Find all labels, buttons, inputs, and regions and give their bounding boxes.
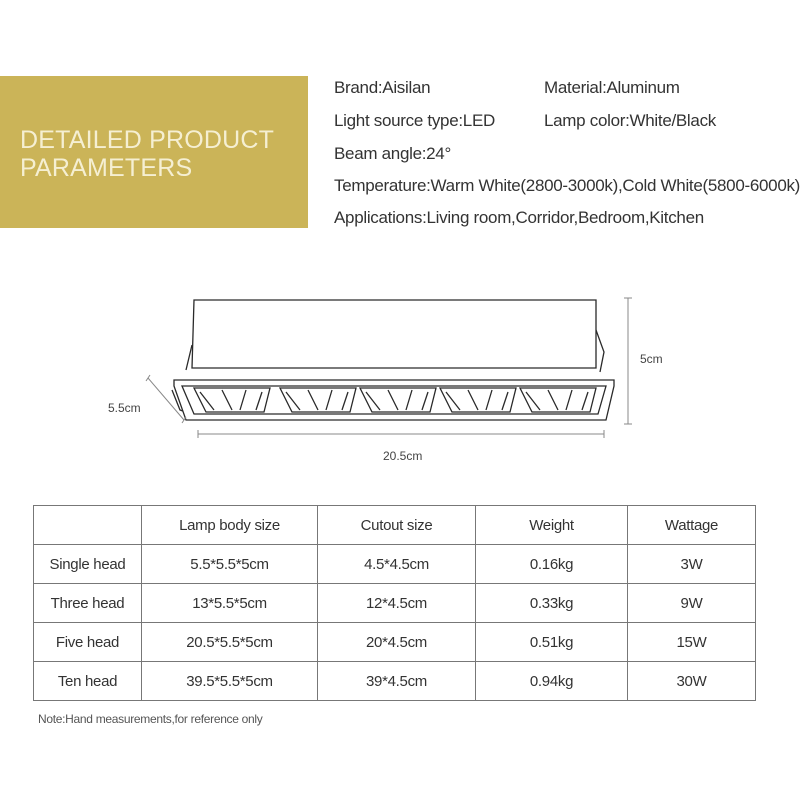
table-row <box>34 662 756 701</box>
table-cell: 9W <box>628 584 756 623</box>
param-light-source: Light source type:LED <box>334 111 495 130</box>
section-title: DETAILED PRODUCT PARAMETERS <box>20 126 274 182</box>
table-cell: 39*4.5cm <box>318 662 476 701</box>
table-cell: 39.5*5.5*5cm <box>142 662 318 701</box>
table-cell: 0.33kg <box>476 584 628 623</box>
table-cell: 30W <box>628 662 756 701</box>
row-label: Five head <box>34 623 142 662</box>
table-cell: 15W <box>628 623 756 662</box>
table-cell: 0.51kg <box>476 623 628 662</box>
table-cell: 20.5*5.5*5cm <box>142 623 318 662</box>
table-cell: 12*4.5cm <box>318 584 476 623</box>
table-cell: 5.5*5.5*5cm <box>142 545 318 584</box>
param-brand: Brand:Aisilan <box>334 78 431 97</box>
table-header-cell: Wattage <box>628 506 756 545</box>
table-cell: 20*4.5cm <box>318 623 476 662</box>
table-header-cell: Cutout size <box>318 506 476 545</box>
param-lamp-color: Lamp color:White/Black <box>544 111 716 130</box>
lamp-drawing <box>172 300 614 420</box>
table-cell: 0.94kg <box>476 662 628 701</box>
table-header-cell: Weight <box>476 506 628 545</box>
param-material: Material:Aluminum <box>544 78 680 97</box>
height-dimension-line <box>624 298 632 424</box>
width-dimension-line <box>198 430 604 438</box>
table-cell: 4.5*4.5cm <box>318 545 476 584</box>
table-cell: 0.16kg <box>476 545 628 584</box>
table-row <box>34 584 756 623</box>
table-cell: 3W <box>628 545 756 584</box>
param-beam-angle: Beam angle:24° <box>334 144 451 163</box>
table-header-cell <box>34 506 142 545</box>
measurement-note: Note:Hand measurements,for reference only <box>38 712 263 726</box>
table-header-cell: Lamp body size <box>142 506 318 545</box>
depth-label: 5.5cm <box>108 401 141 415</box>
width-label: 20.5cm <box>383 449 423 463</box>
table-header-row <box>34 506 756 545</box>
height-label: 5cm <box>640 352 663 366</box>
param-temperature: Temperature:Warm White(2800-3000k),Cold White(5800-6000k) <box>334 176 800 195</box>
row-label: Three head <box>34 584 142 623</box>
row-label: Ten head <box>34 662 142 701</box>
row-label: Single head <box>34 545 142 584</box>
table-row <box>34 623 756 662</box>
table-row <box>34 545 756 584</box>
title-banner <box>0 76 308 228</box>
table-cell: 13*5.5*5cm <box>142 584 318 623</box>
param-applications: Applications:Living room,Corridor,Bedroom,Kitchen <box>334 208 704 227</box>
spec-table <box>33 505 756 701</box>
